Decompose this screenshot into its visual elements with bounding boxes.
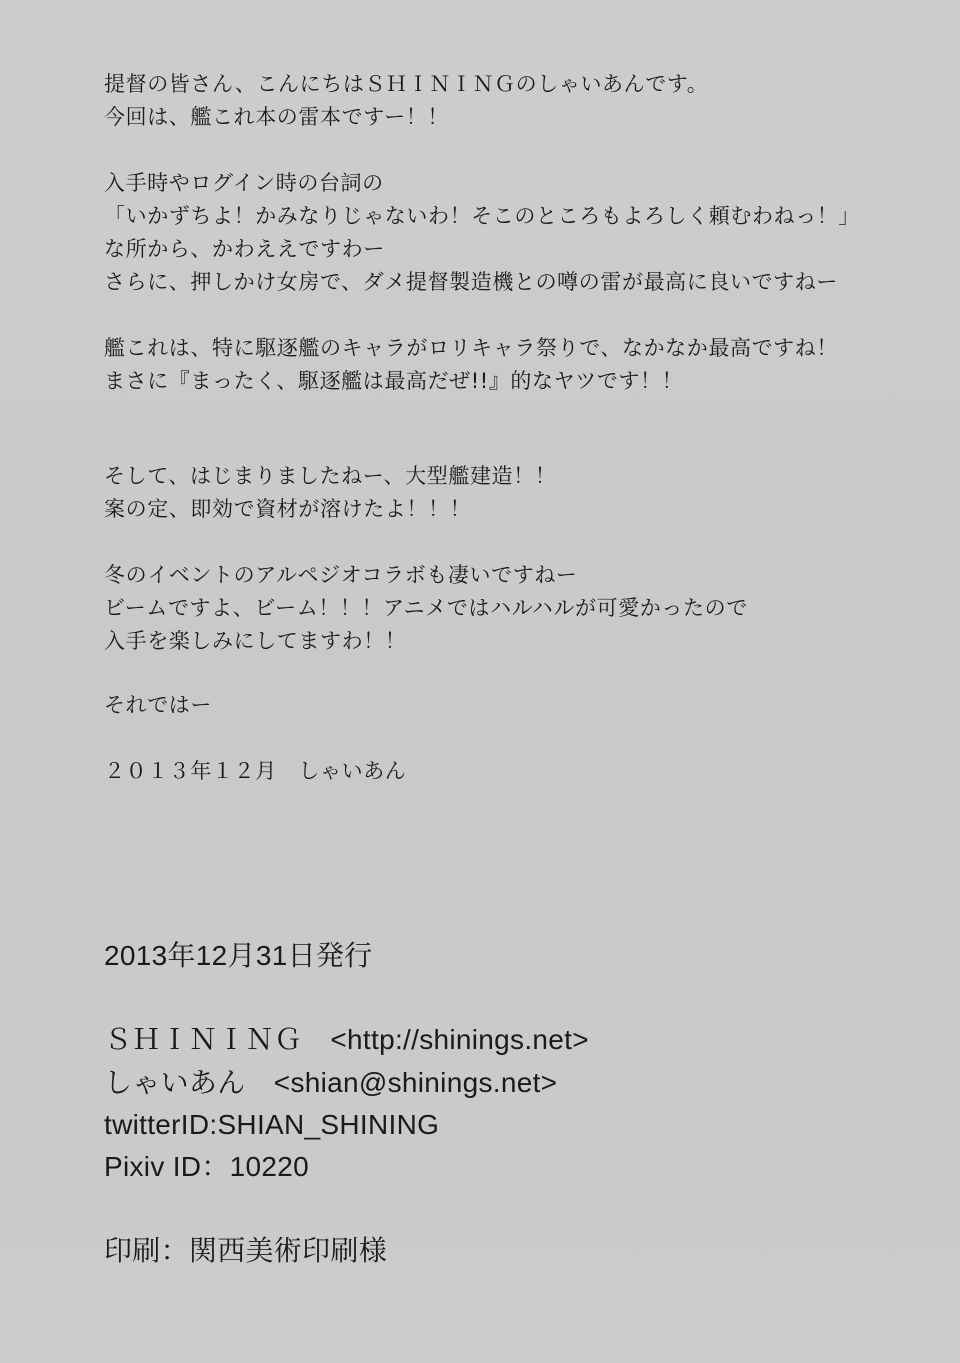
afterword-line-greeting: 提督の皆さん、こんにちはＳＨＩＮＩＮＧのしゃいあんです。 (104, 72, 709, 96)
afterword-line-resources: 案の定、即効で資材が溶けたよ！！！ (104, 497, 472, 521)
afterword-line-dialogue-intro: 入手時やログイン時の台詞の (104, 171, 384, 195)
twitter-id: twitterID:SHIAN_SHINING (104, 1109, 440, 1140)
afterword-line-oshikake: さらに、押しかけ女房で、ダメ提督製造機との噂の雷が最高に良いですねー (104, 270, 838, 294)
printer-credit: 印刷：関西美術印刷様 (104, 1235, 388, 1266)
afterword-line-saikou: まさに『まったく、駆逐艦は最高だぜ!!』的なヤツです！！ (104, 369, 684, 393)
publish-date: 2013年12月31日発行 (104, 940, 373, 971)
afterword-line-cute: な所から、かわええですわー (104, 237, 385, 261)
author-email: しゃいあん <shian@shinings.net> (104, 1067, 558, 1098)
circle-name-url: ＳＨＩＮＩＮＧ <http://shinings.net> (104, 1024, 589, 1055)
pixiv-id: Pixiv ID：10220 (104, 1151, 309, 1182)
afterword-line-beam: ビームですよ、ビーム！！！アニメではハルハルが可愛かったので (104, 596, 748, 620)
afterword-line-looking-forward: 入手を楽しみにしてますわ！！ (104, 629, 407, 653)
afterword-line-farewell: それではー (104, 693, 212, 717)
afterword-line-large-construction: そして、はじまりましたねー、大型艦建造！！ (104, 464, 557, 488)
afterword-line-dialogue-quote: 「いかずちよ！かみなりじゃないわ！そこのところもよろしく頼むわねっ！」 (104, 204, 860, 228)
afterword-line-arpeggio: 冬のイベントのアルペジオコラボも凄いですねー (104, 563, 578, 587)
afterword-line-this-time: 今回は、艦これ本の雷本ですー！！ (104, 105, 449, 129)
afterword-signature: ２０１３年１２月 しゃいあん (104, 759, 407, 783)
afterword-line-destroyers: 艦これは、特に駆逐艦のキャラがロリキャラ祭りで、なかなか最高ですね！ (104, 336, 838, 360)
